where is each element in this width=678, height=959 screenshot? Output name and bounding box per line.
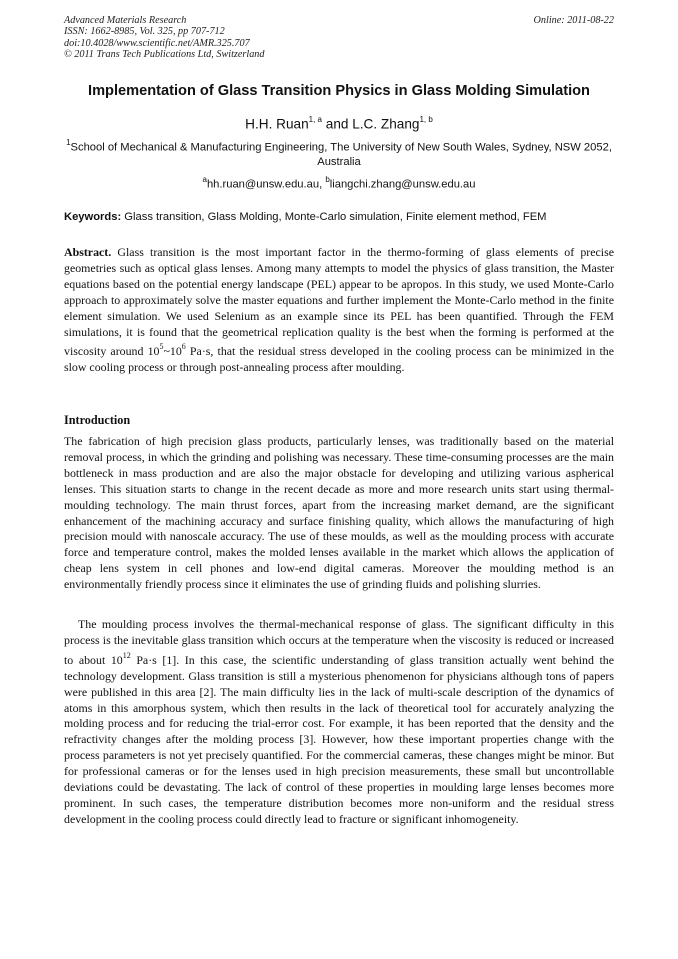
abstract-text: ~10 (163, 344, 182, 359)
keywords (64, 210, 620, 224)
author-name: L.C. Zhang (352, 116, 420, 132)
journal-issn: ISSN: 1662-8985, Vol. 325, pp 707-712 (64, 26, 225, 38)
paragraph-text: The moulding process involves the thermal-mechanical response of glass. The significant difficulty in this process is the inevitable glass transition which occurs at the temperature when the viscosity is reduced or increased to about 10 (64, 617, 614, 667)
body-paragraph (64, 617, 614, 828)
abstract-label: Abstract. (64, 245, 112, 259)
email-separator: , (319, 178, 326, 191)
keywords-label: Keywords: (64, 211, 122, 223)
email-link[interactable]: hh.ruan@unsw.edu.au (206, 178, 320, 191)
email-link[interactable]: liangchi.zhang@unsw.edu.au (329, 178, 476, 191)
paragraph-text: Pa·s [1]. In this case, the scientific understanding of glass transition actually went behind the technology development. Glass transition is still a mysterious phenomenon for physicians although tons of papers were published in this area [2]. The main difficulty lies in the lack of multi-scale description of the dynamics of atoms in this amorphous system, which then results in the lack of theoretical tool for accurately analyzing the molding process and for reducing the trial-error cost. For example, it has been reported that the density and the refractivity changes after the molding process [3]. However, how these important properties change with the process parameters is not yet precisely quantified. For the commercial cameras, these changes might be minor. But for professional cameras or for the lenses used in high precision measurements, these small but uncontrollable deviations could be devastating. The lack of control of these properties in moulding large lenses becomes more prominent. In such cases, the temperature distribution becomes more non-uniform and the residual stress development in the cooling process could directly lead to fracture or significant inhomogeneity. (64, 652, 614, 826)
affiliation-mark: 1 (66, 138, 71, 147)
abstract (64, 245, 614, 376)
email-mark: a (202, 175, 207, 184)
journal-header (64, 15, 614, 61)
body-paragraph: The fabrication of high precision glass products, particularly lenses, was traditionally based on the material removal process, in which the grinding and polishing was necessary. These time-consuming processes are the main bottleneck in mass production and are also the major obstacle for developing and utilizing various aspherical lenses. This situation starts to change in the recent decade as more and more research units start using thermal-moulding technology. The main thrust forces, apart from the increasing market demand, are the significant enhancement of the machining accuracy and surface finishing quality, which allows the manufacturing of high precision mould with nanoscale accuracy. The use of these moulds, as well as the moulding process with accurate force and temperature control, makes the molded lenses available in the market which allows the application of cheap lens system in cell phones and low-end digital cameras. Moreover the moulding method is an environmentally friendly process since it eliminates the use of grinding fluids and polishing slurries. (64, 434, 614, 592)
author-affil-mark: 1, b (419, 115, 433, 124)
author-affil-mark: 1, a (308, 115, 322, 124)
abstract-text: Pa·s, that the residual stress developed in the cooling process can be minimized in the slow cooling process or through post-annealing process after moulding. (64, 344, 615, 375)
affiliation-text: School of Mechanical & Manufacturing Engineering, The University of New South Wales, Sydney, NSW 2052, Australia (70, 141, 612, 169)
exponent: 6 (181, 342, 186, 352)
keywords-text: Glass transition, Glass Molding, Monte-Carlo simulation, Finite element method, FEM (121, 211, 547, 223)
exponent: 12 (122, 650, 131, 660)
online-date: Online: 2011-08-22 (533, 15, 614, 26)
abstract-text: Glass transition is the most important factor in the thermo-forming of glass elements of precise geometries such as optical glass lenses. Among many attempts to model the physics of glass transition, the Master equations based on the potential energy landscape (PEL) appear to be apropos. In this study, we used Monte-Carlo approach to approximately solve the master equations and further implement the Monte-Carlo method in the finite element simulation. We used Selenium as an example since its PEL has been quantified. Through the FEM simulations, it is found that the geometrical replication quality is the best when the forming is performed at the viscosity around 10 (64, 245, 614, 359)
paper-title: Implementation of Glass Transition Physics in Glass Molding Simulation (88, 83, 590, 99)
email-mark: b (325, 175, 330, 184)
journal-doi: doi:10.4028/www.scientific.net/AMR.325.707 (64, 37, 250, 49)
author-conjunction: and (321, 116, 353, 132)
section-heading: Introduction (64, 413, 131, 427)
affiliation (64, 137, 614, 170)
journal-name: Advanced Materials Research (64, 15, 187, 26)
exponent: 5 (159, 342, 164, 352)
journal-copyright: © 2011 Trans Tech Publications Ltd, Switzerland (64, 49, 265, 61)
author-emails (40, 174, 638, 192)
author-name: H.H. Ruan (245, 116, 309, 132)
author-line (40, 112, 638, 133)
